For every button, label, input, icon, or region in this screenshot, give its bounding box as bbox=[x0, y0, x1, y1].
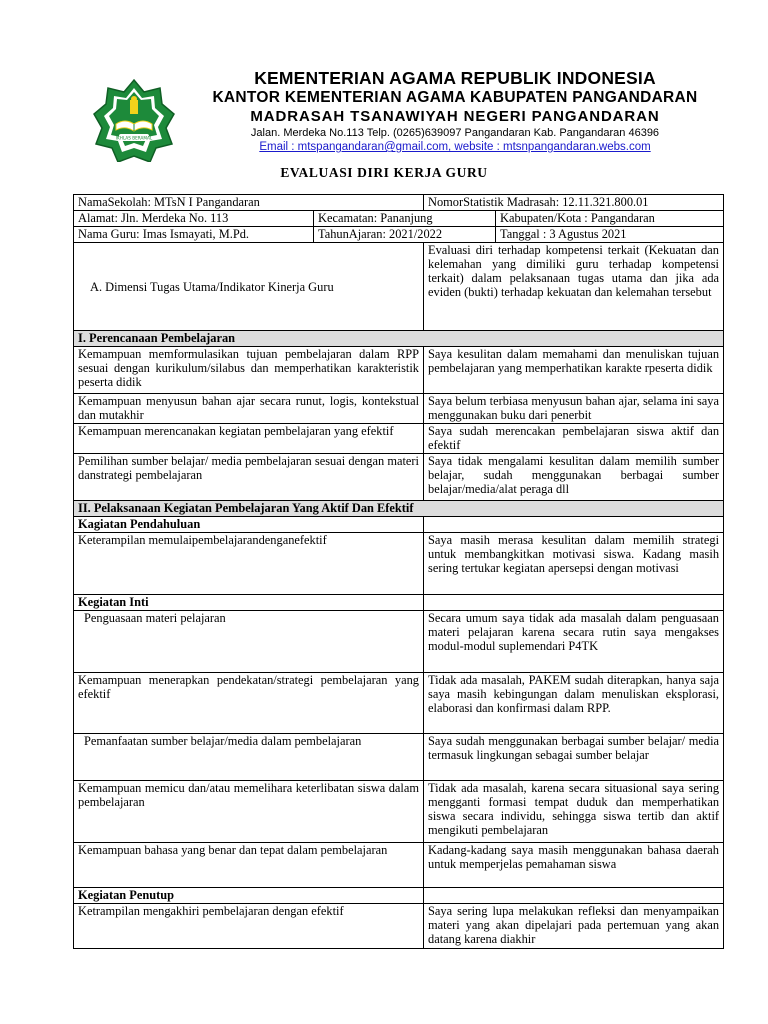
section-heading-row bbox=[74, 331, 724, 347]
evaluation-cell: Saya kesulitan dalam memahami dan menuliskan tujuan pembelajaran yang memperhatikan karakte rpeserta didik bbox=[424, 347, 724, 394]
evaluation-cell: Tidak ada masalah, PAKEM sudah diterapkan, hanya saja saya masih kebingungan dalam menuliskan eksplorasi, elaborasi dan konfirmasi dalam RPP. bbox=[424, 673, 724, 734]
table-row bbox=[74, 424, 724, 454]
document-title: EVALUASI DIRI KERJA GURU bbox=[280, 165, 488, 180]
evaluation-table bbox=[73, 194, 724, 949]
indicator-cell: Pemanfaatan sumber belajar/media dalam pembelajaran bbox=[74, 734, 424, 781]
evaluation-cell: Saya masih merasa kesulitan dalam memilih strategi untuk membangkitkan motivasi siswa. Kadang masih sering tertukar kegiatan apersepsi dengan motivasi bbox=[424, 533, 724, 595]
evaluation-cell: Saya sering lupa melakukan refleksi dan menyampaikan materi yang akan dipelajari pada pertemuan yang akan datang karena diakhir bbox=[424, 904, 724, 949]
evaluation-cell: Saya sudah menggunakan berbagai sumber belajar/ media termasuk lingkungan sebagai sumber belajar bbox=[424, 734, 724, 781]
evaluation-cell: Secara umum saya tidak ada masalah dalam penguasaan materi pelajaran karena secara rutin saya mengakses modul-modul suplemendari P4TK bbox=[424, 611, 724, 673]
indicator-cell: Keterampilan memulaipembelajarandenganefektif bbox=[74, 533, 424, 595]
subsection-heading: Kegiatan Inti bbox=[74, 595, 424, 611]
table-row bbox=[74, 533, 724, 595]
indicator-cell: Penguasaan materi pelajaran bbox=[74, 611, 424, 673]
evaluation-column-header: Evaluasi diri terhadap kompetensi terkait (Kekuatan dan kelemahan yang dimiliki guru terhadap kompetensi terkait) dalam pelaksanaan tugas utama dan jika ada eviden (bukti) terhadap kekuatan dan kelemahan tersebut bbox=[424, 243, 724, 331]
indicator-column-header: A. Dimensi Tugas Utama/Indikator Kinerja Guru bbox=[74, 243, 424, 331]
district-cell: Kecamatan: Pananjung bbox=[314, 211, 496, 227]
section-heading: I. Perencanaan Pembelajaran bbox=[74, 331, 724, 347]
school-name: MADRASAH TSANAWIYAH NEGERI PANGANDARAN bbox=[250, 108, 660, 125]
subsection-row bbox=[74, 517, 724, 533]
evaluation-cell: Saya tidak mengalami kesulitan dalam memilih sumber belajar, sudah menggunakan berbagai sumber belajar/media/alat peraga dll bbox=[424, 454, 724, 501]
evaluation-cell: Tidak ada masalah, karena secara situasional saya sering mengganti formasi tempat duduk dan memperhatikan siswa secara individu, sehingga siswa tertib dan aktif mengikuti pembelajaran bbox=[424, 781, 724, 843]
info-row bbox=[74, 195, 724, 211]
section-heading: II. Pelaksanaan Kegiatan Pembelajaran Yang Aktif Dan Efektif bbox=[74, 501, 724, 517]
year-cell: TahunAjaran: 2021/2022 bbox=[314, 227, 496, 243]
info-row bbox=[74, 211, 724, 227]
info-row bbox=[74, 227, 724, 243]
ministry-name: KEMENTERIAN AGAMA REPUBLIK INDONESIA bbox=[254, 68, 656, 88]
indicator-cell: Kemampuan menerapkan pendekatan/strategi pembelajaran yang efektif bbox=[74, 673, 424, 734]
subsection-heading: Kegiatan Penutup bbox=[74, 888, 424, 904]
subsection-row bbox=[74, 595, 724, 611]
school-name-cell: NamaSekolah: MTsN I Pangandaran bbox=[74, 195, 424, 211]
table-row bbox=[74, 394, 724, 424]
empty-cell bbox=[424, 517, 724, 533]
indicator-cell: Kemampuan memicu dan/atau memelihara keterlibatan siswa dalam pembelajaran bbox=[74, 781, 424, 843]
contact-links[interactable]: Email : mtspangandaran@gmail.com, website : mtsnpangandaran.webs.com bbox=[259, 141, 651, 153]
indicator-cell: Kemampuan menyusun bahan ajar secara runut, logis, kontekstual dan mutakhir bbox=[74, 394, 424, 424]
table-row bbox=[74, 454, 724, 501]
table-row bbox=[74, 904, 724, 949]
table-row bbox=[74, 781, 724, 843]
indicator-cell: Kemampuan merencanakan kegiatan pembelajaran yang efektif bbox=[74, 424, 424, 454]
table-row bbox=[74, 347, 724, 394]
teacher-cell: Nama Guru: Imas Ismayati, M.Pd. bbox=[74, 227, 314, 243]
table-row bbox=[74, 611, 724, 673]
office-name: KANTOR KEMENTERIAN AGAMA KABUPATEN PANGANDARAN bbox=[212, 89, 698, 106]
indicator-cell: Kemampuan memformulasikan tujuan pembelajaran dalam RPP sesuai dengan kurikulum/silabus dan memperhatikan karakteristik peserta didik bbox=[74, 347, 424, 394]
ministry-logo-icon bbox=[92, 78, 176, 162]
letterhead bbox=[0, 0, 768, 170]
empty-cell bbox=[424, 595, 724, 611]
table-row bbox=[74, 843, 724, 888]
empty-cell bbox=[424, 888, 724, 904]
evaluation-cell: Kadang-kadang saya masih menggunakan bahasa daerah untuk memperjelas pemahaman siswa bbox=[424, 843, 724, 888]
evaluation-cell: Saya sudah merencakan pembelajaran siswa aktif dan efektif bbox=[424, 424, 724, 454]
column-header-row bbox=[74, 243, 724, 331]
indicator-cell: Kemampuan bahasa yang benar dan tepat dalam pembelajaran bbox=[74, 843, 424, 888]
table-row bbox=[74, 673, 724, 734]
evaluation-cell: Saya belum terbiasa menyusun bahan ajar, selama ini saya menggunakan buku dari penerbit bbox=[424, 394, 724, 424]
subsection-heading: Kagiatan Pendahuluan bbox=[74, 517, 424, 533]
indicator-cell: Pemilihan sumber belajar/ media pembelajaran sesuai dengan materi danstrategi pembelajaran bbox=[74, 454, 424, 501]
regency-cell: Kabupaten/Kota : Pangandaran bbox=[496, 211, 724, 227]
indicator-cell: Ketrampilan mengakhiri pembelajaran dengan efektif bbox=[74, 904, 424, 949]
school-address: Jalan. Merdeka No.113 Telp. (0265)639097 Pangandaran Kab. Pangandaran 46396 bbox=[250, 127, 660, 139]
svg-text:IKHLAS BERAMAL: IKHLAS BERAMAL bbox=[115, 135, 153, 141]
subsection-row bbox=[74, 888, 724, 904]
table-row bbox=[74, 734, 724, 781]
address-cell: Alamat: Jln. Merdeka No. 113 bbox=[74, 211, 314, 227]
section-heading-row bbox=[74, 501, 724, 517]
date-cell: Tanggal : 3 Agustus 2021 bbox=[496, 227, 724, 243]
stat-number-cell: NomorStatistik Madrasah: 12.11.321.800.01 bbox=[424, 195, 724, 211]
